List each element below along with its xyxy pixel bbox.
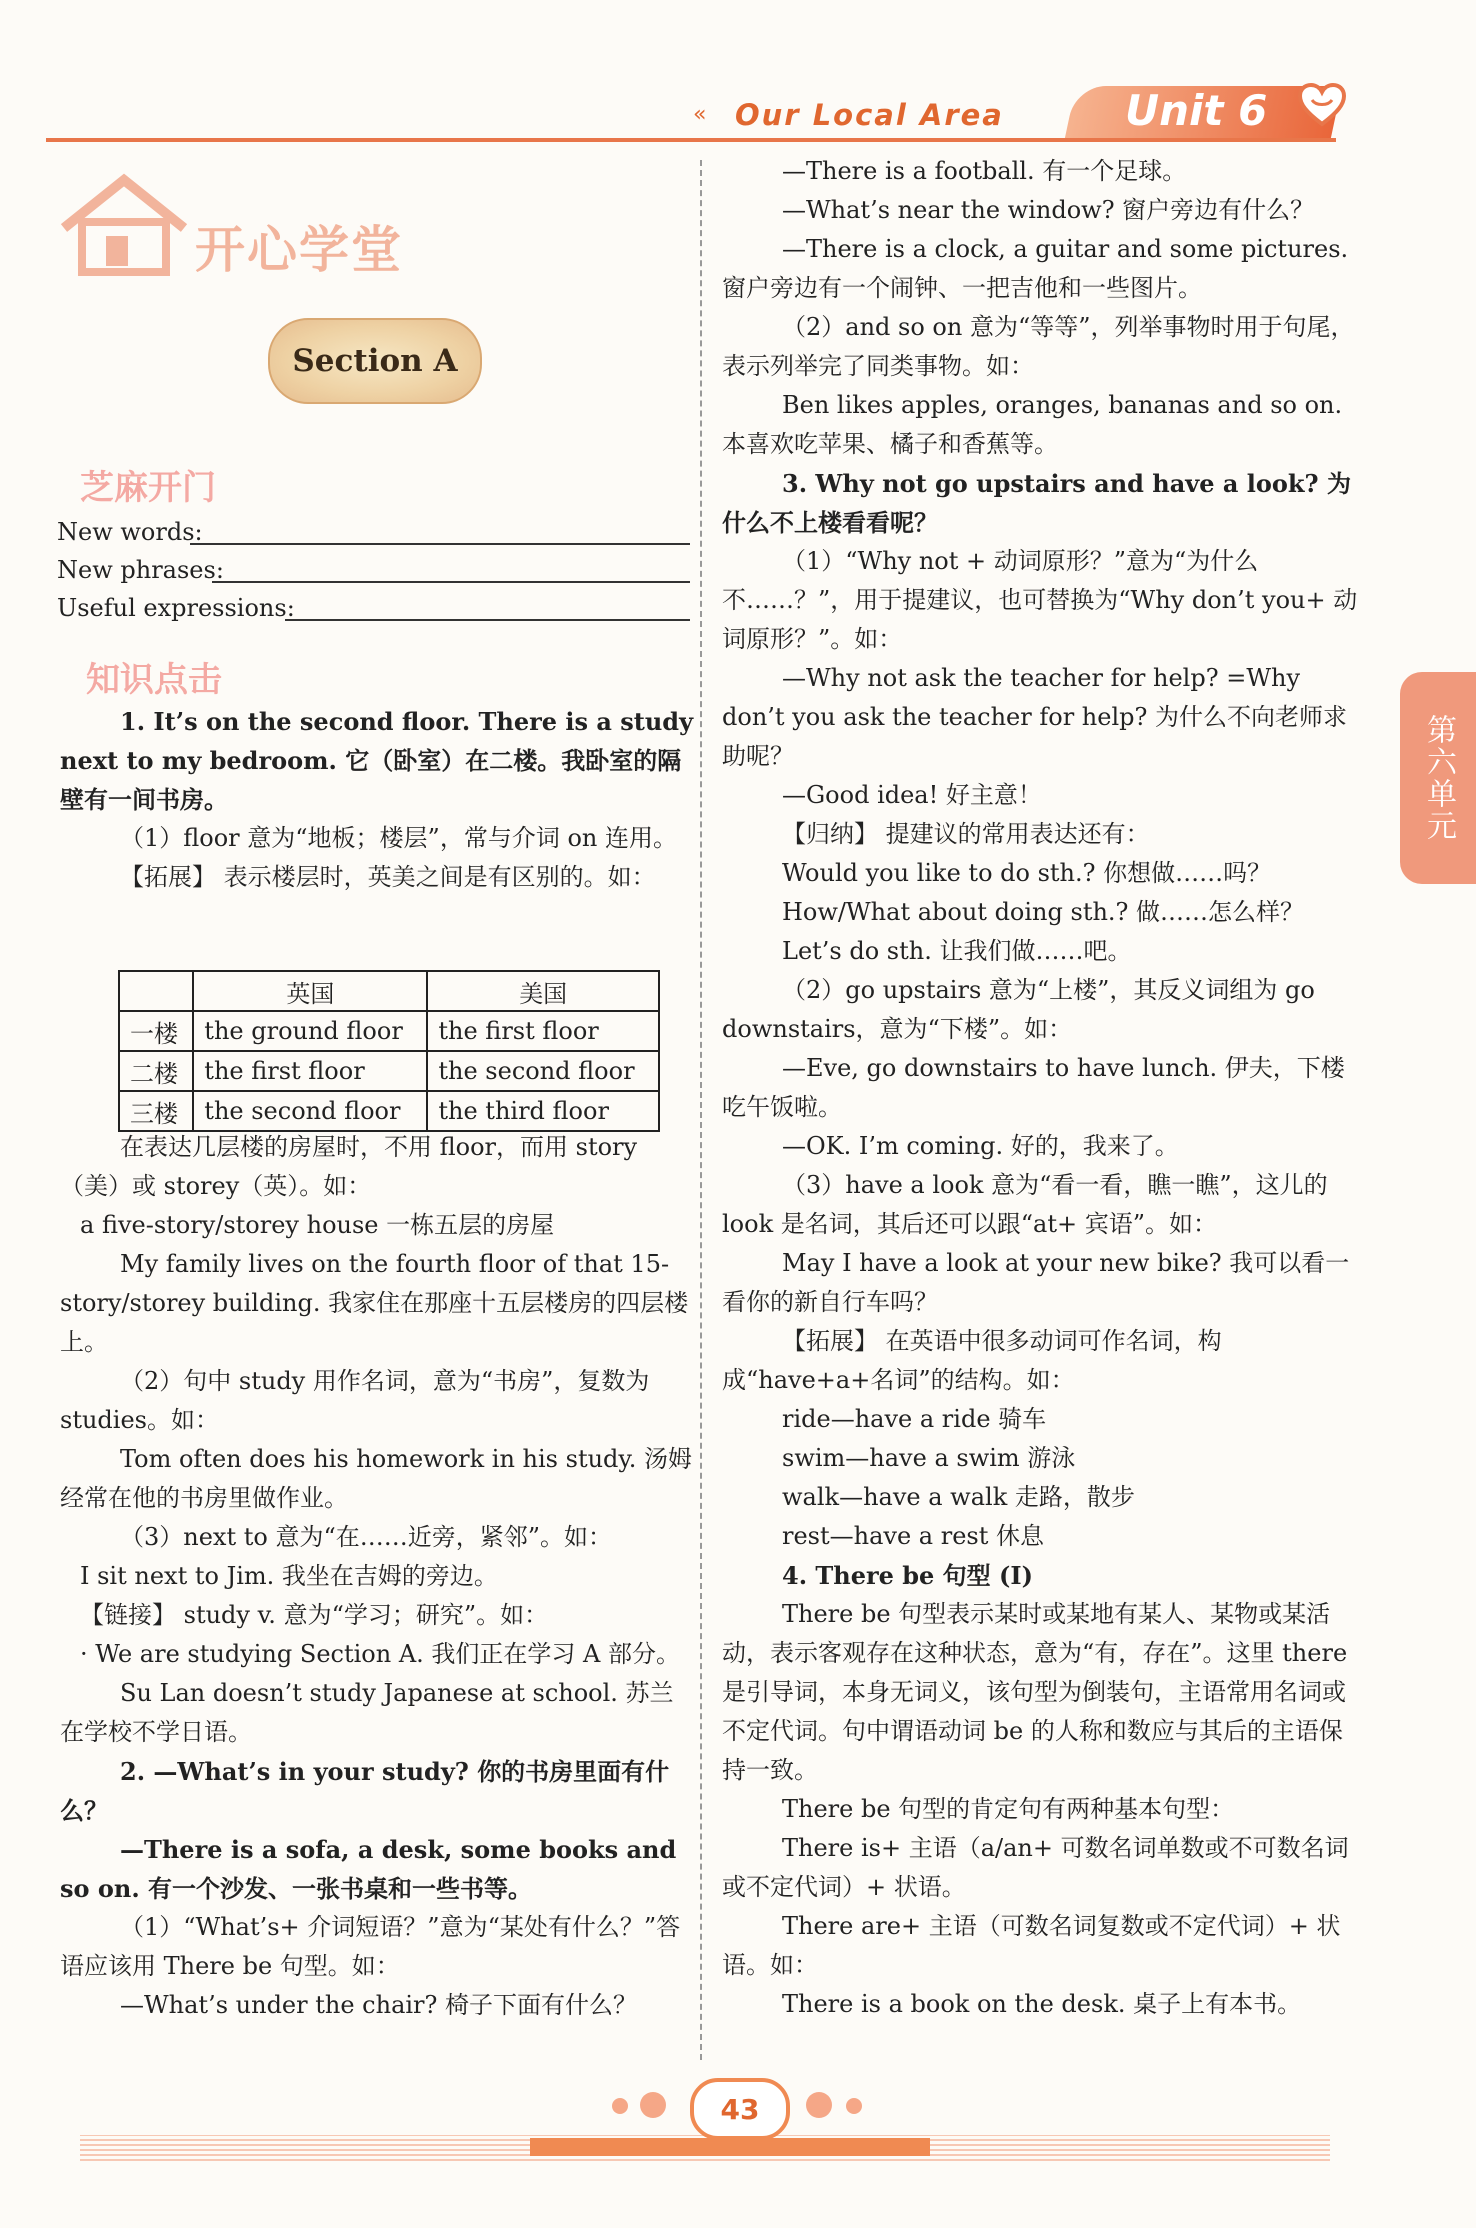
point-3-go-upstairs: （2）go upstairs 意为“上楼”，其反义词组为 go downstairs，意为“下楼”。如：: [722, 976, 1315, 1043]
there-is-pattern: There is+ 主语（a/an+ 可数名词单数或不可数名词或不定代词）+ 状语。: [722, 1834, 1349, 1901]
point-1-extension: 【拓展】 表示楼层时，英美之间是有区别的。如：: [120, 863, 656, 891]
table-row: [119, 1091, 659, 1131]
point-2-whats: （1）“What’s+ 介词短语？”意为“某处有什么？”答语应该用 There be 句型。如：: [60, 1913, 681, 1980]
link-note: 【链接】 study v. 意为“学习；研究”。如：: [80, 1601, 549, 1629]
example: My family lives on the fourth floor of that 15-story/storey building. 我家住在那座十五层楼房的四层楼上。: [60, 1250, 689, 1356]
header-rule: [46, 138, 1336, 142]
example: · We are studying Section A. 我们正在学习 A 部分。: [80, 1640, 680, 1668]
section-title: Section A: [292, 343, 458, 379]
there-be-explanation: There be 句型表示某时或某地有某人、某物或某活动，表示客观存在这种状态，意为“有，存在”。这里 there 是引导词，本身无词义，该句型为倒装句，主语常用名词或不定代词。句中谓语动词 be 的人称和数应与其后的主语保持一致。: [722, 1600, 1348, 1784]
table-cell: 一楼: [119, 1011, 193, 1051]
example: Would you like to do sth.? 你想做……吗？: [782, 859, 1272, 887]
example: ride—have a ride 骑车: [782, 1405, 1047, 1433]
table-header-row: [119, 971, 659, 1011]
page-number: 43: [690, 2078, 790, 2140]
new-words-label: New words:: [57, 518, 203, 546]
table-cell: the first floor: [193, 1051, 427, 1091]
table-cell: the third floor: [427, 1091, 659, 1131]
table-cell: the ground floor: [193, 1011, 427, 1051]
example: —There is a clock, a guitar and some pictures. 窗户旁边有一个闹钟、一把吉他和一些图片。: [722, 235, 1349, 302]
table-cell: 二楼: [119, 1051, 193, 1091]
example: rest—have a rest 休息: [782, 1522, 1044, 1550]
example: How/What about doing sth.? 做……怎么样？: [782, 898, 1305, 926]
table-row: [119, 1051, 659, 1091]
example: Ben likes apples, oranges, bananas and so on. 本喜欢吃苹果、橘子和香蕉等。: [722, 391, 1343, 458]
footer-dot: [806, 2092, 832, 2118]
point-3-have-a-look: （3）have a look 意为“看一看，瞧一瞧”，这儿的 look 是名词，其后还可以跟“at+ 宾语”。如：: [722, 1171, 1328, 1238]
example: —OK. I’m coming. 好的，我来了。: [782, 1132, 1179, 1160]
point-2-answer: —There is a sofa, a desk, some books and so on. 有一个沙发、一张书桌和一些书等。: [60, 1835, 677, 1903]
section-badge: [268, 318, 482, 404]
example: —What’s near the window? 窗户旁边有什么？: [782, 196, 1315, 224]
example: walk—have a walk 走路，散步: [782, 1483, 1135, 1511]
example: Let’s do sth. 让我们做……吧。: [782, 937, 1132, 965]
example: —What’s under the chair? 椅子下面有什么？: [120, 1991, 638, 2019]
table-cell: the second floor: [427, 1051, 659, 1091]
there-be-patterns: There be 句型的肯定句有两种基本句型：: [782, 1795, 1235, 1823]
there-are-pattern: There are+ 主语（可数名词复数或不定代词）+ 状语。如：: [722, 1912, 1341, 1979]
example: I sit next to Jim. 我坐在吉姆的旁边。: [80, 1562, 498, 1590]
table-header-cell: 美国: [427, 971, 659, 1011]
point-2-title: 2. —What’s in your study? 你的书房里面有什么？: [60, 1757, 670, 1825]
example: Tom often does his homework in his study. 汤姆经常在他的书房里做作业。: [60, 1445, 693, 1512]
heading-knowledge: 知识点击: [86, 660, 222, 700]
example: There is a book on the desk. 桌子上有本书。: [782, 1990, 1302, 2018]
useful-expressions-label: Useful expressions:: [57, 594, 295, 622]
point-1-floor: （1）floor 意为“地板；楼层”，常与介词 on 连用。: [120, 824, 677, 852]
footer-dot: [612, 2098, 628, 2114]
header-unit: Unit 6: [1125, 86, 1268, 135]
unit-side-tab: 第六单元: [1400, 672, 1476, 884]
useful-expressions-line[interactable]: [285, 619, 690, 621]
point-4-title: 4. There be 句型 (I): [782, 1561, 1033, 1590]
point-1-next-to: （3）next to 意为“在……近旁，紧邻”。如：: [120, 1523, 612, 1551]
point-2-and-so-on: （2）and so on 意为“等等”，列举事物时用于句尾，表示列举完了同类事物。如：: [722, 313, 1355, 380]
example: Su Lan doesn’t study Japanese at school. 苏兰在学校不学日语。: [60, 1679, 674, 1746]
new-words-line[interactable]: [190, 543, 690, 545]
heading-open-sesame: 芝麻开门: [80, 468, 216, 508]
table-header-cell: 英国: [193, 971, 427, 1011]
example: —Eve, go downstairs to have lunch. 伊夫，下楼吃午饭啦。: [722, 1054, 1345, 1121]
header-arrows: «: [693, 102, 707, 127]
logo-text: 开心学堂: [195, 221, 403, 279]
example: May I have a look at your new bike? 我可以看一看你的新自行车吗？: [722, 1249, 1350, 1316]
right-column: [722, 152, 1362, 2024]
table-header-cell: [119, 971, 193, 1011]
footer-dot: [846, 2098, 862, 2114]
summary-note: 【归纳】 提建议的常用表达还有：: [782, 820, 1150, 848]
left-column-bottom: [60, 1128, 694, 2025]
example: swim—have a swim 游泳: [782, 1444, 1076, 1472]
heart-icon: [1296, 80, 1348, 132]
story-note: 在表达几层楼的房屋时，不用 floor，而用 story（美）或 storey（英）。如：: [60, 1133, 638, 1200]
new-phrases-line[interactable]: [212, 581, 690, 583]
new-phrases-label: New phrases:: [57, 556, 224, 584]
column-divider: [700, 160, 702, 2060]
left-column-top: [60, 702, 694, 897]
point-1-study: （2）句中 study 用作名词，意为“书房”，复数为 studies。如：: [60, 1367, 650, 1434]
footer-dot: [640, 2092, 666, 2118]
point-3-why-not: （1）“Why not + 动词原形？”意为“为什么不……？”，用于提建议，也可替换为“Why don’t you+ 动词原形？”。如：: [722, 547, 1358, 653]
extension-note: 【拓展】 在英语中很多动词可作名词，构成“have+a+名词”的结构。如：: [722, 1327, 1222, 1394]
footer-bar: [530, 2138, 930, 2156]
table-cell: the first floor: [427, 1011, 659, 1051]
example: a five-story/storey house 一栋五层的房屋: [80, 1211, 555, 1239]
example: —Why not ask the teacher for help? =Why don’t you ask the teacher for help? 为什么不向老师求助呢？: [722, 664, 1347, 770]
point-3-title: 3. Why not go upstairs and have a look? 为什么不上楼看看呢？: [722, 469, 1351, 537]
table-cell: 三楼: [119, 1091, 193, 1131]
example: —There is a football. 有一个足球。: [782, 157, 1187, 185]
table-cell: the second floor: [193, 1091, 427, 1131]
header-local-area: Our Local Area: [735, 98, 1004, 132]
table-row: [119, 1011, 659, 1051]
point-1-title: 1. It’s on the second floor. There is a study next to my bedroom. 它（卧室）在二楼。我卧室的隔壁有一间书房。: [60, 707, 694, 814]
example: —Good idea! 好主意！: [782, 781, 1042, 809]
floor-table: [118, 970, 660, 1132]
